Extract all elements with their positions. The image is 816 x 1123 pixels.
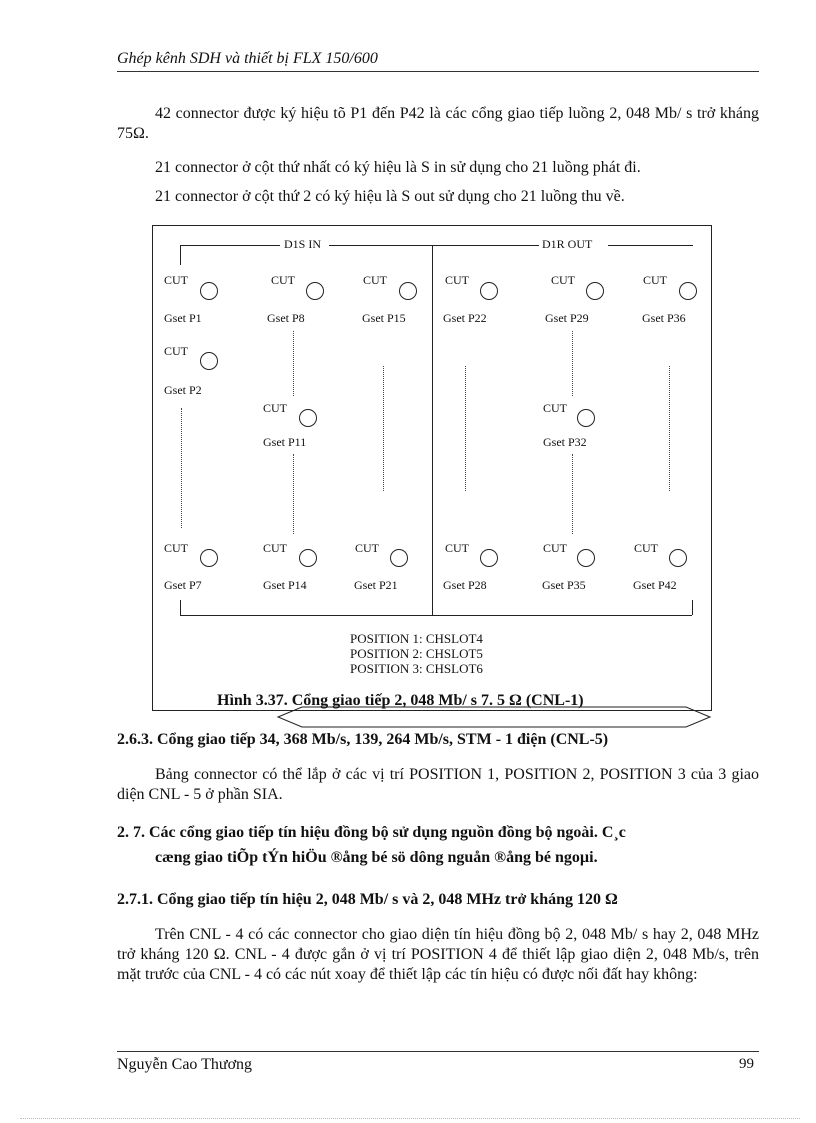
page-edge-dots <box>20 1118 800 1119</box>
cut-label: CUT <box>263 401 287 415</box>
port-p14: Gset P14 <box>263 578 307 592</box>
d1s-in-label: D1S IN <box>284 237 322 251</box>
port-p11: Gset P11 <box>263 435 307 449</box>
connector-circle <box>577 549 595 567</box>
section-2-7-1-heading: 2.7.1. Cổng giao tiếp tín hiệu 2, 048 Mb/ s và 2, 048 MHz trở kháng 120 Ω <box>117 891 618 908</box>
dotted-line <box>669 366 670 491</box>
bottom-bracket-line <box>180 615 692 616</box>
dotted-line <box>293 331 294 396</box>
intro-paragraph-2: 21 connector ở cột thứ nhất có ký hiệu là S in sử dụng cho 21 luồng phát đi. <box>155 159 641 176</box>
figure-caption: Hình 3.37. Cổng giao tiếp 2, 048 Mb/ s 7. 5 Ω (CNL-1) <box>217 692 584 709</box>
dotted-line <box>181 408 182 528</box>
section-2-7-1-body: Trên CNL - 4 có các connector cho giao diện tín hiệu đồng bộ 2, 048 Mb/ s hay 2, 048 MHz trở kháng 120 Ω. CNL - 4 được gắn ở vị trí POSITION 4 để thiết lập giao diện 2, 048 Mb/s, trên mặt trước của CNL - 4 có các nút xoay để thiết lập các tín hiệu có được nối đất hay không: <box>117 926 759 983</box>
cut-label: CUT <box>543 541 567 555</box>
port-p8: Gset P8 <box>267 311 305 325</box>
dotted-line <box>383 366 384 491</box>
position-3: POSITION 3: CHSLOT6 <box>350 661 483 676</box>
footer-author: Nguyễn Cao Thương <box>117 1056 253 1073</box>
page-number: 99 <box>739 1056 754 1072</box>
intro-paragraph-3: 21 connector ở cột thứ 2 có ký hiệu là S out sử dụng cho 21 luồng thu về. <box>155 188 625 205</box>
cut-label: CUT <box>355 541 379 555</box>
connector-circle <box>200 282 218 300</box>
connector-circle <box>399 282 417 300</box>
connector-circle <box>299 549 317 567</box>
footer-rule <box>117 1051 759 1052</box>
port-p1: Gset P1 <box>164 311 202 325</box>
connector-circle <box>200 549 218 567</box>
connector-circle <box>669 549 687 567</box>
port-p7: Gset P7 <box>164 578 202 592</box>
intro-paragraph-1: 42 connector được ký hiệu tõ P1 đến P42 là các cổng giao tiếp luồng 2, 048 Mb/ s trở kháng 75Ω. <box>117 105 759 142</box>
port-p36: Gset P36 <box>642 311 686 325</box>
center-divider <box>432 245 433 615</box>
connector-circle <box>390 549 408 567</box>
connector-circle <box>586 282 604 300</box>
left-top-tick <box>180 245 181 265</box>
cut-label: CUT <box>445 273 469 287</box>
bottom-right-tick <box>692 600 693 615</box>
port-p35: Gset P35 <box>542 578 586 592</box>
section-2-6-3-body: Bảng connector có thể lắp ở các vị trí POSITION 1, POSITION 2, POSITION 3 của 3 giao diện CNL - 5 ở phần SIA. <box>117 766 759 803</box>
cut-label: CUT <box>164 541 188 555</box>
connector-diagram <box>152 225 712 711</box>
port-p28: Gset P28 <box>443 578 487 592</box>
connector-circle <box>200 352 218 370</box>
cut-label: CUT <box>164 344 188 358</box>
section-2-7-heading-line-2: cæng giao tiÕp tÝn hiÖu ®ång bé sö dông nguån ®ång bé ngoµi. <box>155 849 598 866</box>
connector-circle <box>679 282 697 300</box>
cut-label: CUT <box>445 541 469 555</box>
cut-label: CUT <box>551 273 575 287</box>
d1r-out-label: D1R OUT <box>542 237 593 251</box>
bottom-left-tick <box>180 600 181 615</box>
cut-label: CUT <box>271 273 295 287</box>
right-top-line <box>608 245 693 246</box>
header-rule <box>117 71 759 72</box>
cut-label: CUT <box>263 541 287 555</box>
section-2-6-3-heading: 2.6.3. Cổng giao tiếp 34, 368 Mb/s, 139, 264 Mb/s, STM - 1 điện (CNL-5) <box>117 731 609 748</box>
connector-circle <box>480 282 498 300</box>
port-p42: Gset P42 <box>633 578 677 592</box>
dotted-line <box>572 331 573 396</box>
port-p22: Gset P22 <box>443 311 487 325</box>
connector-circle <box>306 282 324 300</box>
left-top-line-2 <box>329 245 539 246</box>
cut-label: CUT <box>634 541 658 555</box>
cut-label: CUT <box>164 273 188 287</box>
running-header: Ghép kênh SDH và thiết bị FLX 150/600 <box>117 50 378 67</box>
cut-label: CUT <box>643 273 667 287</box>
dotted-line <box>572 454 573 534</box>
connector-circle <box>299 409 317 427</box>
cut-label: CUT <box>363 273 387 287</box>
connector-circle <box>480 549 498 567</box>
port-p2: Gset P2 <box>164 383 202 397</box>
port-p15: Gset P15 <box>362 311 406 325</box>
left-top-line <box>180 245 280 246</box>
port-p29: Gset P29 <box>545 311 589 325</box>
dotted-line <box>293 454 294 534</box>
position-1: POSITION 1: CHSLOT4 <box>350 631 483 646</box>
double-arrow-shape <box>276 705 712 729</box>
port-p21: Gset P21 <box>354 578 398 592</box>
section-2-7-heading-line-1: 2. 7. Các cổng giao tiếp tín hiệu đồng bộ sử dụng nguồn đồng bộ ngoài. C¸c <box>117 824 626 841</box>
dotted-line <box>465 366 466 491</box>
cut-label: CUT <box>543 401 567 415</box>
port-p32: Gset P32 <box>543 435 587 449</box>
connector-circle <box>577 409 595 427</box>
position-2: POSITION 2: CHSLOT5 <box>350 646 483 661</box>
